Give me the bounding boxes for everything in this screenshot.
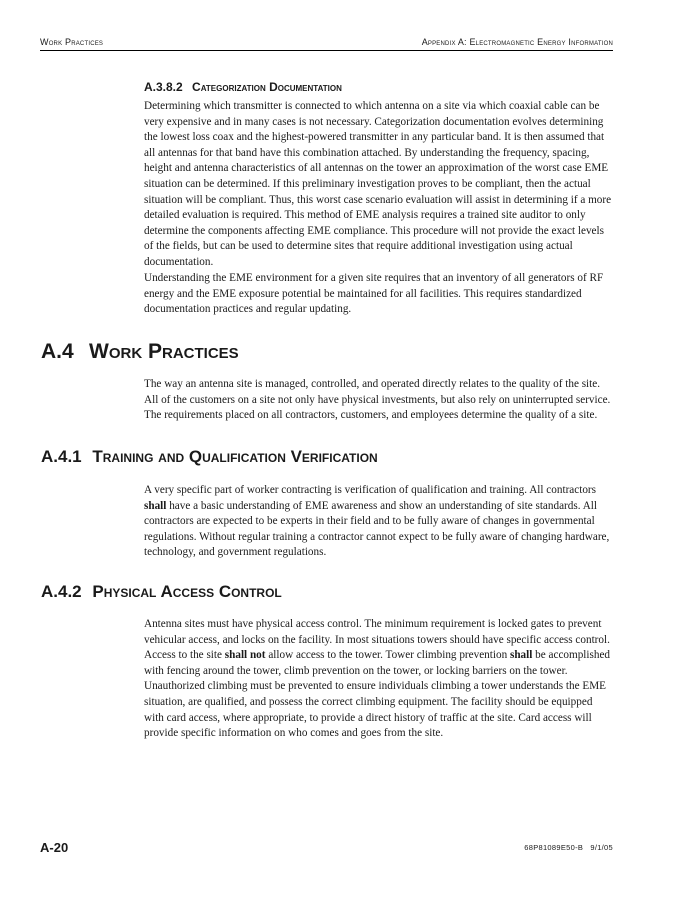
paragraph-a41-text-a: A very specific part of worker contracting is verification of qualification and training. All contractors [144, 484, 597, 496]
heading-a382-title: Categorization Documentation [192, 80, 342, 94]
heading-a4 [41, 340, 239, 364]
paragraph-a41-shall: shall [144, 499, 167, 512]
heading-a42-number: A.4.2 [41, 582, 82, 601]
heading-a41-title: Training and Qualification Verification [92, 447, 378, 466]
heading-a4-number: A.4 [41, 340, 74, 363]
document-id: 68P81089E50-B 9/1/05 [524, 843, 613, 852]
paragraph-a41-1 [144, 483, 615, 561]
heading-a382-number: A.3.8.2 [144, 80, 183, 94]
paragraph-a42-text-c: allow access to the tower. Tower climbing prevention [265, 649, 510, 662]
header-right: Appendix A: Electromagnetic Energy Information [421, 37, 613, 47]
paragraph-a42-1 [144, 617, 615, 742]
paragraph-a42-text-e: be accomplished with fencing around the tower, climb prevention on the tower, or locking barriers on the tower. Unauthorized climbing must be prevented to ensure individuals climbing a tower understands the EME situation, are qualified, and possess the correct climbing equipment. The facility should be equipped with card access, where appropriate, to provide a direct history of traffic at the site. Card access will provide specific information on who comes and goes from the site. [144, 649, 611, 740]
paragraph-a41-text-c: have a basic understanding of EME awareness and show an understanding of site standards. All contractors are expected to be experts in their field and to be fully aware of changes in governmental regulations. Without regular training a contractor cannot expect to be fully aware of changing hardware, technology, and government regulations. [144, 499, 610, 559]
header-left: Work Practices [40, 37, 104, 47]
paragraph-a4-1: The way an antenna site is managed, controlled, and operated directly relates to the quality of the site. All of the customers on a site not only have physical investments, but also rely on uninterrupted service. The requirements placed on all contractors, customers, and employees determine the quality of a site. [144, 378, 611, 422]
heading-a42 [41, 582, 282, 602]
heading-a382 [144, 80, 342, 94]
page-number: A-20 [40, 840, 69, 855]
heading-a42-title: Physical Access Control [92, 582, 282, 601]
page-header [40, 37, 613, 47]
heading-a4-title: Work Practices [89, 340, 239, 363]
paragraph-a382-2: Understanding the EME environment for a given site requires that an inventory of all generators of RF energy and the EME exposure potential be maintained for all facilities. This requires standardized documentation practices and regular updating. [144, 272, 604, 316]
heading-a41-number: A.4.1 [41, 447, 82, 466]
heading-a41 [41, 447, 378, 467]
paragraph-a382-1: Determining which transmitter is connected to which antenna on a site via which coaxial cable can be very expensive and in many cases is not necessary. Categorization documentation evolves determining the lowest loss coax and the highest-powered transmitter in any particular band. It is then assumed that all antennas for that band have this combination attached. By understanding the frequency, spacing, height and antenna characteristics of all antennas on the tower an approximation of the worst case EME situation can be determined. If this preliminary investigation proves to be compliant, then the actual situation will be compliant. Thus, this worst case scenario evaluation will assist in determining if a more detailed evaluation is required. This method of EME analysis requires a trained site auditor to only determine the components affecting EME compliance. This procedure will not provide the exact levels of the fields, but can be used to determine sites that require additional investigation using actual documentation. [144, 100, 612, 268]
paragraph-a42-shall: shall [509, 649, 533, 662]
header-rule [40, 50, 613, 51]
paragraph-a42-shall-not: shall not [224, 649, 266, 662]
paragraph-a42-text-a: Antenna sites must have physical access control. The minimum requirement is locked gates to prevent vehicular access, and locks on the facility. In most situations towers should have specific access control. Access to the site [144, 618, 610, 662]
